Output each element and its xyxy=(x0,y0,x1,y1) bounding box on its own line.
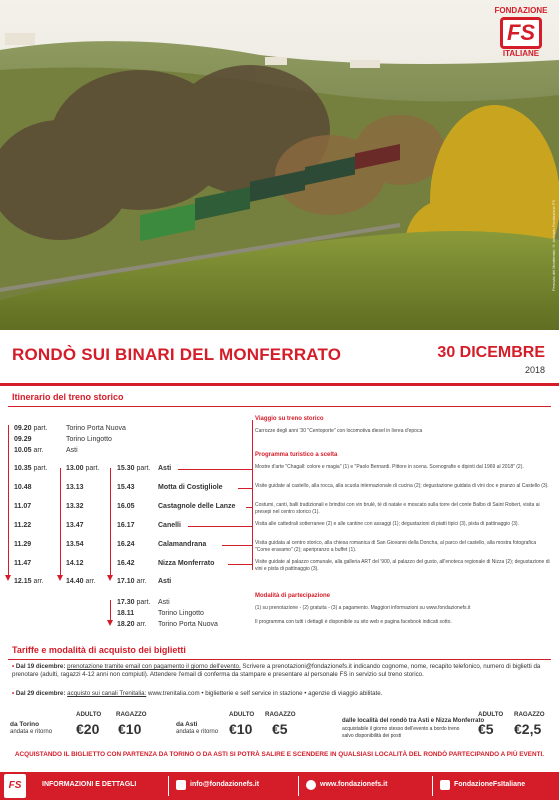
itinerary-heading: Itinerario del treno storico xyxy=(12,392,124,402)
time: 11.22 xyxy=(14,522,32,529)
footer-separator xyxy=(168,776,169,796)
nizza-program: Visite guidate al palazzo comunale, alla galleria ART del '900, al palazzo del gusto, all'enoteca regionale di Nizza (2); degustazione di vini e pista di pattinaggio (3). xyxy=(255,559,550,572)
logo-mark: FS xyxy=(500,17,542,49)
stop-name: Calamandrana xyxy=(158,541,207,548)
time-type: part. xyxy=(136,465,151,472)
itinerary-divider xyxy=(8,406,551,407)
stop-name: Asti xyxy=(158,465,172,472)
time: 13.54 xyxy=(66,541,84,548)
logo-top-text: FONDAZIONE xyxy=(494,6,548,15)
col2-line xyxy=(60,468,61,575)
line1-lead: Dal 19 dicembre: xyxy=(15,663,66,670)
time: 18.20 xyxy=(117,621,135,628)
castagnole-program: Costumi, canti, balli tradizionali e brindisi con vin brulé, tè di natale e moscato sulla torre del conte Balbo di Saint Robert, visita ai presepi nel centro storico (1). xyxy=(255,502,540,515)
time: 16.05 xyxy=(117,503,135,510)
time: 13.13 xyxy=(66,484,84,491)
connector-line xyxy=(238,488,253,489)
torino-label-1: da Torino xyxy=(10,721,40,728)
footer-bar xyxy=(0,772,559,800)
time: 13.32 xyxy=(66,503,84,510)
footer-logo-text: FS xyxy=(8,780,22,791)
time: 09.20 xyxy=(14,425,32,432)
time: 13.47 xyxy=(66,522,84,529)
stop-name: Asti xyxy=(158,599,170,606)
motta-program: Visite guidate al castello, alla rocca, alla scuola internazionale di cucina (2); degustazione guidata di vini doc e pranzo al Castello (3). xyxy=(255,483,549,489)
connector-line xyxy=(178,469,253,470)
localita-label-1: dalle località del rondò tra Asti e Nizza Monferrato xyxy=(342,718,485,724)
line2-underline: acquisto sui canali Trenitalia: xyxy=(67,690,147,697)
connector-line xyxy=(228,564,253,565)
time: 11.29 xyxy=(14,541,32,548)
col3-return-line xyxy=(110,600,111,620)
asti-adulto-price: €10 xyxy=(229,721,253,737)
time: 13.00 xyxy=(66,465,84,472)
tariffe-divider xyxy=(8,659,551,660)
localita-label-2: acquistabile il giorno stesso dell'evento a bordo treno xyxy=(342,726,460,732)
torino-label-2: andata e ritorno xyxy=(10,729,53,735)
adulto-label: ADULTO xyxy=(229,711,255,718)
hero-photo xyxy=(0,0,559,330)
tariffe-line-2: • Dal 29 dicembre: acquisto sui canali Trenitalia: www.trenitalia.com • biglietterie e self service in stazione • agenzie di viaggio abilitate. xyxy=(12,690,383,697)
time: 11.07 xyxy=(14,503,32,510)
modalita-text-2: Il programma con tutti i dettagli è disponibile su sito web e pagina facebook indicati sotto. xyxy=(255,619,452,625)
torino-ragazzo-price: €10 xyxy=(118,721,142,737)
modalita-heading: Modalità di partecipazione xyxy=(255,593,331,599)
stop-name: Torino Lingotto xyxy=(66,436,112,443)
footer-separator xyxy=(432,776,433,796)
line2-rest: www.trenitalia.com • biglietterie e self service in stazione • agenzie di viaggio abilitate. xyxy=(148,690,383,697)
time: 15.43 xyxy=(117,484,135,491)
time: 18.11 xyxy=(117,610,135,617)
tariffe-heading: Tariffe e modalità di acquisto dei biglietti xyxy=(12,645,186,655)
stop-name: Torino Porta Nuova xyxy=(66,425,126,432)
col1-line xyxy=(8,425,9,575)
time: 14.40 xyxy=(66,578,84,585)
localita-ragazzo-price: €2,5 xyxy=(514,721,542,737)
line1-underline: prenotazione tramite email con pagamento il giorno dell'evento. xyxy=(67,663,241,670)
connector-line xyxy=(222,545,253,546)
modalita-text-1: (1) su prenotazione - (2) gratuita - (3) a pagamento. Maggiori informazioni su www.fondazionefs.it xyxy=(255,605,471,611)
footer-facebook-link[interactable]: FondazioneFsItaliane xyxy=(454,781,526,788)
col3-arrow xyxy=(107,575,113,581)
time: 17.30 xyxy=(117,599,135,606)
localita-label-3: salvo disponibilità dei posti xyxy=(342,733,402,739)
time-type: part. xyxy=(136,599,151,606)
event-year: 2018 xyxy=(524,365,545,375)
time: 17.10 xyxy=(117,578,135,585)
time-type: arr. xyxy=(85,578,96,585)
line1-rest: Scrivere a prenotazioni@fondazionefs.it indicando cognome, nome, recapito telefonico, numero di biglietti da prenotare (adulti, ragazzi 4-12 anni non compiuti). Attendere l'email di conferma da stampare e presentare al personale FS in servizio sul treno storico. xyxy=(12,663,541,678)
adulto-label: ADULTO xyxy=(478,711,504,718)
time: 11.47 xyxy=(14,560,32,567)
time: 10.35 xyxy=(14,465,32,472)
time-type: arr. xyxy=(136,621,147,628)
asti-program: Mostre d'arte "Chagall: colore e magia" (1) e "Paolo Bernardi. Pittore in scena. Scenografie e dipinti dal 1969 al 2018" (2). xyxy=(255,464,524,470)
programma-heading: Programma turistico a scelta xyxy=(255,452,338,458)
ragazzo-label: RAGAZZO xyxy=(514,711,545,718)
time-type: part. xyxy=(33,425,48,432)
time: 16.42 xyxy=(117,560,135,567)
stop-name: Asti xyxy=(158,578,172,585)
globe-icon xyxy=(306,780,316,790)
asti-label-2: andata e ritorno xyxy=(176,729,219,735)
footer-info-label: INFORMAZIONI E DETTAGLI xyxy=(42,781,137,788)
time: 10.48 xyxy=(14,484,32,491)
event-title: RONDÒ SUI BINARI DEL MONFERRATO xyxy=(12,345,342,364)
stop-name: Torino Porta Nuova xyxy=(158,621,218,628)
facebook-icon xyxy=(440,780,450,790)
localita-adulto-price: €5 xyxy=(478,721,494,737)
stop-name: Nizza Monferrato xyxy=(158,560,215,567)
asti-ragazzo-price: €5 xyxy=(272,721,288,737)
stop-name: Motta di Costigliole xyxy=(158,484,223,491)
adulto-label: ADULTO xyxy=(76,711,102,718)
ragazzo-label: RAGAZZO xyxy=(265,711,296,718)
footer-fs-logo xyxy=(4,774,26,798)
time: 10.05 xyxy=(14,447,32,454)
viaggio-text: Carrozze degli anni '30 "Centoporte" con locomotiva diesel in livrea d'epoca xyxy=(255,428,423,434)
col2-arrow xyxy=(57,575,63,581)
time-type: arr. xyxy=(33,578,44,585)
torino-adulto-price: €20 xyxy=(76,721,100,737)
ragazzo-label: RAGAZZO xyxy=(116,711,147,718)
acquisto-note: ACQUISTANDO IL BIGLIETTO CON PARTENZA DA TORINO O DA ASTI SI POTRÀ SALIRE E SCENDERE IN QUALSIASI LOCALITÀ DEL RONDÒ PARTECIPANDO A PIÙ EVENTI. xyxy=(14,751,545,758)
time-type: part. xyxy=(33,465,48,472)
time: 16.17 xyxy=(117,522,135,529)
title-bar xyxy=(0,337,559,385)
viaggio-heading: Viaggio su treno storico xyxy=(255,416,324,422)
stop-name: Castagnole delle Lanze xyxy=(158,503,236,510)
connector-line xyxy=(188,526,253,527)
tariffe-line-1: • Dal 19 dicembre: prenotazione tramite email con pagamento il giorno dell'evento. Scrivere a prenotazioni@fondazionefs.it indicando cognome, nome, recapito telefonico, numero di biglietti da prenotare (adulti, ragazzi 4-12 anni non compiuti). Attendere l'email di conferma da stampare e presentare al personale FS in servizio sul treno storico. xyxy=(12,663,541,678)
time: 16.24 xyxy=(117,541,135,548)
line2-lead: Dal 29 dicembre: xyxy=(15,690,66,697)
stop-name: Asti xyxy=(66,447,78,454)
time-type: arr. xyxy=(136,578,147,585)
info-bracket xyxy=(252,420,253,570)
canelli-program: Visita alle cattedrali sotterranee (2) e alle cantine con assaggi (1); degustazioni di piatti tipici (3), pista di pattinaggio (3). xyxy=(255,521,519,527)
footer-email-link[interactable]: info@fondazionefs.it xyxy=(190,781,260,788)
asti-label-1: da Asti xyxy=(176,721,198,728)
col3-return-arrow xyxy=(107,620,113,626)
email-icon xyxy=(176,780,186,790)
footer-web-link[interactable]: www.fondazionefs.it xyxy=(320,781,388,788)
photo-credit: Ferrovia del Monferrato © Archivio Fondazione FS xyxy=(551,200,556,292)
col1-arrow xyxy=(5,575,11,581)
time: 14.12 xyxy=(66,560,84,567)
logo-bottom-text: ITALIANE xyxy=(502,49,540,58)
time-type: arr. xyxy=(33,447,44,454)
calamandrana-program: Visita guidata al centro storico, alla chiesa romanica di San Giovanni della Doncha, al parco del castello, alla mostra fotografica "Come eravamo" (2); aperipranzo a buffet (1). xyxy=(255,540,537,553)
col3-line xyxy=(110,468,111,575)
event-date: 30 DICEMBRE xyxy=(437,344,545,361)
time: 09.29 xyxy=(14,436,32,443)
time-type: part. xyxy=(85,465,100,472)
title-divider xyxy=(0,383,559,386)
stop-name: Torino Lingotto xyxy=(158,610,204,617)
fondazione-fs-logo xyxy=(491,6,551,58)
time: 15.30 xyxy=(117,465,135,472)
footer-separator xyxy=(298,776,299,796)
stop-name: Canelli xyxy=(158,522,181,529)
time: 12.15 xyxy=(14,578,32,585)
